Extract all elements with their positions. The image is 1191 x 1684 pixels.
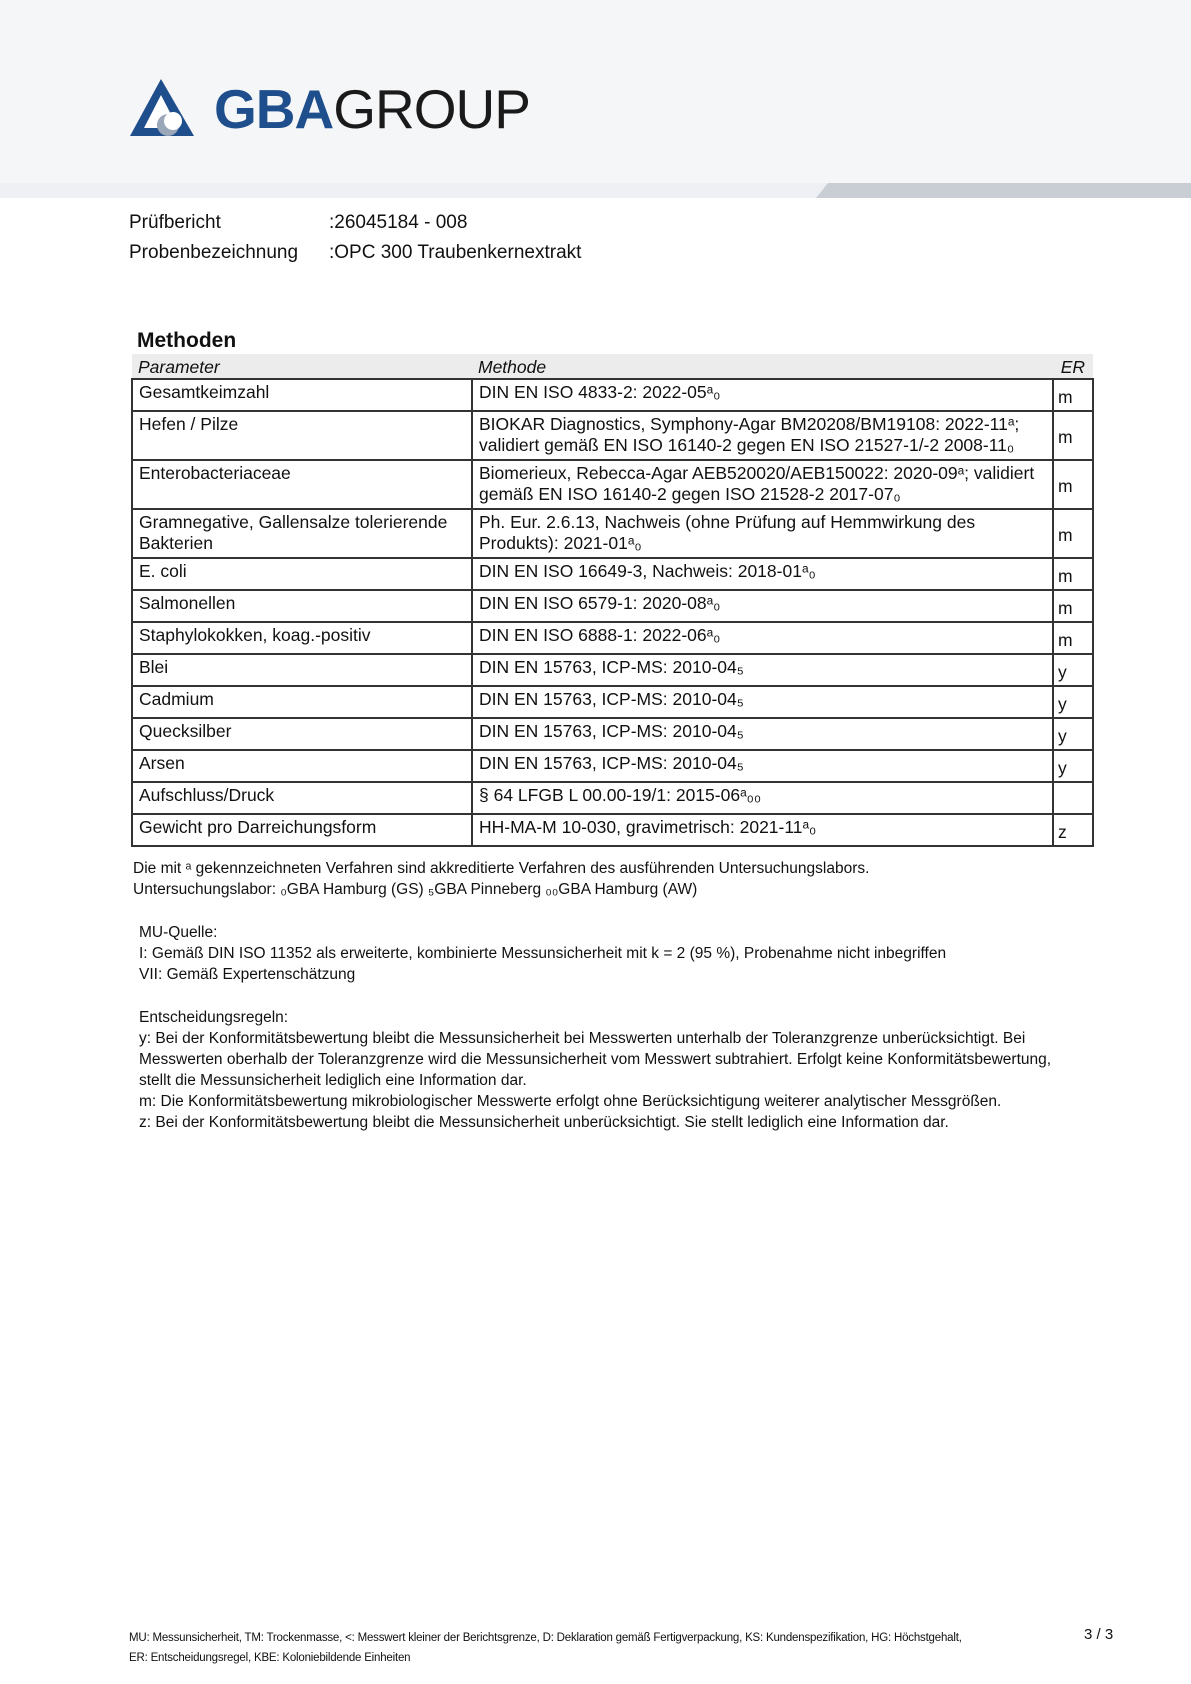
method-cell: DIN EN ISO 16649-3, Nachweis: 2018-01ᵃ₀	[472, 558, 1053, 590]
parameter-cell: Hefen / Pilze	[132, 411, 472, 460]
er-cell: m	[1053, 379, 1093, 411]
methods-title: Methoden	[137, 329, 237, 352]
decision-rules	[139, 1007, 1079, 1133]
accredited-note: Die mit ᵃ gekennzeichneten Verfahren sind akkreditierte Verfahren des ausführenden Untersuchungslabors.	[133, 860, 870, 877]
labs-note: Untersuchungslabor: ₀GBA Hamburg (GS) ₅GBA Pinneberg ₀₀GBA Hamburg (AW)	[133, 881, 698, 898]
parameter-cell: Gewicht pro Darreichungsform	[132, 814, 472, 846]
method-cell: BIOKAR Diagnostics, Symphony-Agar BM20208/BM19108: 2022-11ᵃ; validiert gemäß EN ISO 16140-2 gegen EN ISO 21527-1/-2 2008-11₀	[472, 411, 1053, 460]
brand-name-bold: GBA	[214, 78, 334, 140]
er-cell: m	[1053, 622, 1093, 654]
rule-m: m: Die Konformitätsbewertung mikrobiologischer Messwerte erfolgt ohne Berücksichtigung weiterer analytischer Messgrößen.	[139, 1093, 1002, 1110]
parameter-cell: Enterobacteriaceae	[132, 460, 472, 509]
mu-title: MU-Quelle:	[139, 924, 218, 941]
rule-z: z: Bei der Konformitätsbewertung bleibt die Messunsicherheit unberücksichtigt. Sie stellt lediglich eine Information dar.	[139, 1114, 949, 1131]
table-row	[132, 814, 1093, 846]
er-cell: y	[1053, 750, 1093, 782]
table-row	[132, 509, 1093, 558]
mu-source	[139, 922, 946, 985]
table-row	[132, 686, 1093, 718]
method-cell: HH-MA-M 10-030, gravimetrisch: 2021-11ᵃ₀	[472, 814, 1053, 846]
sample-name-row	[129, 238, 581, 268]
table-row	[132, 750, 1093, 782]
parameter-cell: Arsen	[132, 750, 472, 782]
er-cell: m	[1053, 558, 1093, 590]
parameter-cell: Gesamtkeimzahl	[132, 379, 472, 411]
table-row	[132, 460, 1093, 509]
report-number-row	[129, 208, 581, 238]
parameter-cell: Cadmium	[132, 686, 472, 718]
parameter-cell: Staphylokokken, koag.-positiv	[132, 622, 472, 654]
page-number: 3 / 3	[1084, 1626, 1114, 1643]
parameter-cell: Gramnegative, Gallensalze tolerierende Bakterien	[132, 509, 472, 558]
er-cell: y	[1053, 686, 1093, 718]
method-cell: DIN EN ISO 6888-1: 2022-06ᵃ₀	[472, 622, 1053, 654]
er-cell: m	[1053, 590, 1093, 622]
table-header-row	[132, 354, 1093, 379]
methods-table	[131, 354, 1094, 847]
footer-line-1: MU: Messunsicherheit, TM: Trockenmasse, <: Messwert kleiner der Berichtsgrenze, D: Deklaration gemäß Fertigverpackung, KS: Kundenspezifikation, HG: Höchstgehalt,	[129, 1632, 962, 1644]
sample-name-value: :OPC 300 Traubenkernextrakt	[329, 242, 582, 263]
header-stripe-accent	[816, 183, 1191, 198]
er-cell	[1053, 782, 1093, 814]
parameter-cell: Quecksilber	[132, 718, 472, 750]
accreditation-notes	[133, 858, 869, 900]
report-number-label: Prüfbericht	[129, 212, 221, 233]
er-cell: m	[1053, 411, 1093, 460]
parameter-cell: E. coli	[132, 558, 472, 590]
sample-name-label: Probenbezeichnung	[129, 242, 299, 263]
er-cell: m	[1053, 460, 1093, 509]
mu-line-2: VII: Gemäß Expertenschätzung	[139, 966, 356, 983]
method-cell: Biomerieux, Rebecca-Agar AEB520020/AEB150022: 2020-09ᵃ; validiert gemäß EN ISO 16140-2 gegen ISO 21528-2 2017-07₀	[472, 460, 1053, 509]
table-row	[132, 622, 1093, 654]
table-row	[132, 558, 1093, 590]
method-cell: DIN EN ISO 6579-1: 2020-08ᵃ₀	[472, 590, 1053, 622]
gba-wordmark	[214, 78, 530, 140]
parameter-cell: Salmonellen	[132, 590, 472, 622]
method-cell: DIN EN 15763, ICP-MS: 2010-04₅	[472, 750, 1053, 782]
er-cell: y	[1053, 718, 1093, 750]
method-cell: DIN EN 15763, ICP-MS: 2010-04₅	[472, 654, 1053, 686]
brand-name-light: GROUP	[333, 78, 530, 140]
report-number-value: :26045184 - 008	[329, 212, 468, 233]
method-cell: Ph. Eur. 2.6.13, Nachweis (ohne Prüfung auf Hemmwirkung des Produkts): 2021-01ᵃ₀	[472, 509, 1053, 558]
table-row	[132, 782, 1093, 814]
mu-line-1: I: Gemäß DIN ISO 11352 als erweiterte, kombinierte Messunsicherheit mit k = 2 (95 %), Probenahme nicht inbegriffen	[139, 945, 947, 962]
parameter-cell: Blei	[132, 654, 472, 686]
table-row	[132, 411, 1093, 460]
rules-title: Entscheidungsregeln:	[139, 1009, 289, 1026]
table-row	[132, 590, 1093, 622]
table-row	[132, 718, 1093, 750]
footer-legend	[129, 1628, 1009, 1668]
table-row	[132, 654, 1093, 686]
method-cell: DIN EN 15763, ICP-MS: 2010-04₅	[472, 686, 1053, 718]
parameter-cell: Aufschluss/Druck	[132, 782, 472, 814]
footer-line-2: ER: Entscheidungsregel, KBE: Koloniebildende Einheiten	[129, 1652, 411, 1664]
method-cell: § 64 LFGB L 00.00-19/1: 2015-06ᵃ₀₀	[472, 782, 1053, 814]
er-cell: m	[1053, 509, 1093, 558]
method-cell: DIN EN 15763, ICP-MS: 2010-04₅	[472, 718, 1053, 750]
er-cell: z	[1053, 814, 1093, 846]
table-row	[132, 379, 1093, 411]
method-cell: DIN EN ISO 4833-2: 2022-05ᵃ₀	[472, 379, 1053, 411]
header-method: Methode	[472, 354, 1053, 379]
gba-logo	[130, 78, 530, 140]
er-cell: y	[1053, 654, 1093, 686]
report-meta	[129, 208, 581, 268]
header-er: ER	[1053, 354, 1093, 379]
rule-y: y: Bei der Konformitätsbewertung bleibt die Messunsicherheit bei Messwerten unterhalb der Toleranzgrenze unberücksichtigt. Bei Messwerten oberhalb der Toleranzgrenze wird die Messunsicherheit vom Messwert subtrahiert. Erfolgt keine Konformitätsbewertung, stellt die Messunsicherheit lediglich eine Information dar.	[139, 1030, 1052, 1089]
gba-triangle-icon	[130, 79, 202, 139]
header-parameter: Parameter	[132, 354, 472, 379]
